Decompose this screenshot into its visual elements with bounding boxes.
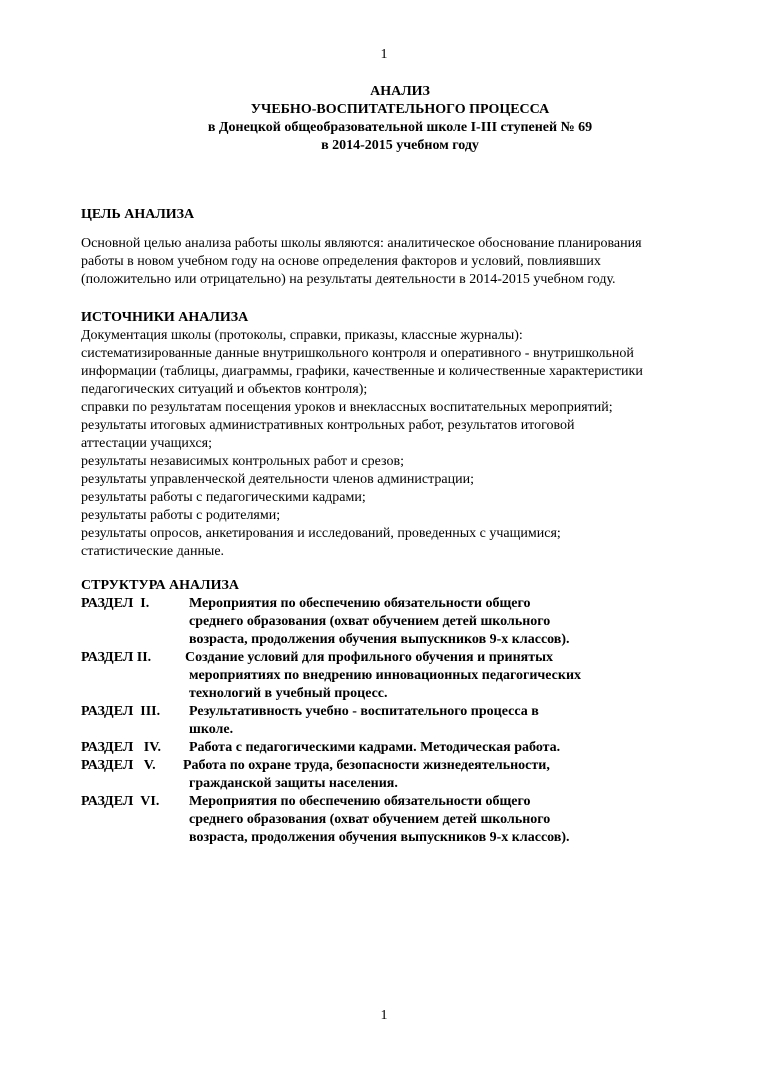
section-text bbox=[189, 739, 560, 757]
section-row bbox=[81, 757, 711, 793]
section-label: РАЗДЕЛ VI. bbox=[81, 794, 160, 809]
section-label: РАЗДЕЛ IV. bbox=[81, 740, 162, 755]
goal-line: (положительно или отрицательно) на результаты деятельности в 2014-2015 учебном году. bbox=[81, 272, 616, 287]
sources-line: статистические данные. bbox=[81, 544, 225, 559]
title-line-2: УЧЕБНО-ВОСПИТАТЕЛЬНОГО ПРОЦЕССА bbox=[250, 102, 550, 117]
section-text bbox=[189, 793, 570, 847]
section-row bbox=[81, 703, 711, 739]
sources-line: аттестации учащихся; bbox=[81, 436, 213, 451]
section-text bbox=[183, 757, 550, 793]
sources-line: Документация школы (протоколы, справки, приказы, классные журналы): bbox=[81, 328, 523, 343]
sources-line: справки по результатам посещения уроков и внеклассных воспитательных мероприятий; bbox=[81, 400, 613, 415]
section-text bbox=[189, 703, 539, 739]
section-line: среднего образования (охват обучением детей школьного bbox=[189, 812, 551, 827]
title-line-4: в 2014-2015 учебном году bbox=[321, 138, 479, 153]
section-line: Работа по охране труда, безопасности жизнедеятельности, bbox=[183, 758, 550, 773]
sources-line: результаты итоговых административных контрольных работ, результатов итоговой bbox=[81, 418, 575, 433]
section-row bbox=[81, 793, 711, 847]
page-number-bottom: 1 bbox=[380, 1008, 388, 1023]
page-number-top: 1 bbox=[380, 47, 388, 62]
title-line-3: в Донецкой общеобразовательной школе I-III ступеней № 69 bbox=[207, 120, 593, 135]
structure-list bbox=[81, 595, 711, 847]
goal-line: работы в новом учебном году на основе определения факторов и условий, повлиявших bbox=[81, 254, 601, 269]
section-line: Работа с педагогическими кадрами. Методическая работа. bbox=[189, 740, 561, 755]
section-line: гражданской защиты населения. bbox=[189, 776, 398, 791]
sources-line: информации (таблицы, диаграммы, графики, качественные и количественные характеристики bbox=[81, 364, 643, 379]
section-line: возраста, продолжения обучения выпускников 9-х классов). bbox=[189, 830, 570, 845]
section-label: РАЗДЕЛ III. bbox=[81, 704, 161, 719]
sources-line: результаты опросов, анкетирования и исследований, проведенных с учащимися; bbox=[81, 526, 561, 541]
section-line: среднего образования (охват обучением детей школьного bbox=[189, 614, 551, 629]
section-line: мероприятиях по внедрению инновационных педагогических bbox=[189, 668, 582, 683]
section-line: возраста, продолжения обучения выпускников 9-х классов). bbox=[189, 632, 570, 647]
sources-heading: ИСТОЧНИКИ АНАЛИЗА bbox=[81, 310, 249, 325]
sources-line: результаты работы с родителями; bbox=[81, 508, 281, 523]
goal-line: Основной целью анализа работы школы являются: аналитическое обоснование планирования bbox=[81, 236, 642, 251]
section-line: Создание условий для профильного обучения и принятых bbox=[185, 650, 554, 665]
sources-line: результаты управленческой деятельности членов администрации; bbox=[81, 472, 474, 487]
sources-line: результаты работы с педагогическими кадрами; bbox=[81, 490, 366, 505]
section-line: Результативность учебно - воспитательного процесса в bbox=[189, 704, 539, 719]
title-line-1: АНАЛИЗ bbox=[370, 84, 430, 99]
sources-line: систематизированные данные внутришкольного контроля и оперативного - внутришкольной bbox=[81, 346, 634, 361]
section-line: школе. bbox=[189, 722, 234, 737]
section-text bbox=[185, 649, 581, 703]
section-label: РАЗДЕЛ I. bbox=[81, 596, 150, 611]
sources-list bbox=[81, 327, 711, 561]
section-line: Мероприятия по обеспечению обязательности общего bbox=[189, 794, 531, 809]
section-line: Мероприятия по обеспечению обязательности общего bbox=[189, 596, 531, 611]
section-label: РАЗДЕЛ II. bbox=[81, 650, 152, 665]
section-line: технологий в учебный процесс. bbox=[189, 686, 388, 701]
section-row bbox=[81, 649, 711, 703]
document-body bbox=[81, 206, 711, 847]
goal-paragraph bbox=[81, 235, 711, 289]
section-row bbox=[81, 595, 711, 649]
section-text bbox=[189, 595, 570, 649]
document-title bbox=[0, 83, 768, 155]
sources-line: педагогических ситуаций и объектов контроля); bbox=[81, 382, 368, 397]
structure-heading: СТРУКТУРА АНАЛИЗА bbox=[81, 578, 239, 593]
goal-heading: ЦЕЛЬ АНАЛИЗА bbox=[81, 207, 195, 222]
section-label: РАЗДЕЛ V. bbox=[81, 758, 156, 773]
section-row bbox=[81, 739, 711, 757]
sources-line: результаты независимых контрольных работ и срезов; bbox=[81, 454, 404, 469]
